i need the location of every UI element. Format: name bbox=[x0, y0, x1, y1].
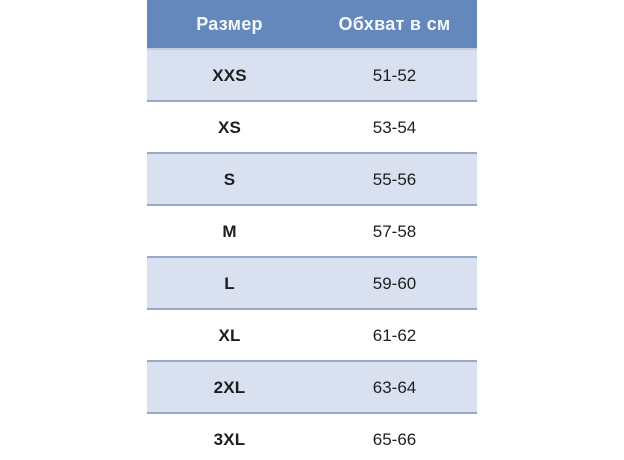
girth-cell: 55-56 bbox=[372, 169, 417, 189]
table-row bbox=[147, 258, 477, 310]
size-cell: 3XL bbox=[213, 429, 246, 449]
girth-cell: 57-58 bbox=[372, 221, 417, 241]
size-table bbox=[147, 0, 477, 460]
girth-cell: 51-52 bbox=[372, 65, 417, 85]
table-row bbox=[147, 310, 477, 362]
girth-cell: 59-60 bbox=[372, 273, 417, 293]
column-header-girth: Обхват в см bbox=[338, 14, 451, 34]
girth-cell: 65-66 bbox=[372, 429, 417, 449]
size-cell: XL bbox=[218, 325, 241, 345]
size-cell: 2XL bbox=[213, 377, 246, 397]
size-cell: S bbox=[223, 169, 236, 189]
size-cell: XS bbox=[217, 117, 242, 137]
table-row bbox=[147, 50, 477, 102]
table-row bbox=[147, 206, 477, 258]
size-cell: L bbox=[224, 273, 235, 293]
girth-cell: 61-62 bbox=[372, 325, 417, 345]
size-cell: XXS bbox=[212, 65, 247, 85]
girth-cell: 53-54 bbox=[372, 117, 417, 137]
table-row bbox=[147, 102, 477, 154]
column-header-size: Размер bbox=[196, 14, 263, 34]
table-row bbox=[147, 154, 477, 206]
table-header-row bbox=[147, 0, 477, 50]
size-cell: M bbox=[222, 221, 237, 241]
table-row bbox=[147, 414, 477, 460]
table-row bbox=[147, 362, 477, 414]
girth-cell: 63-64 bbox=[372, 377, 417, 397]
